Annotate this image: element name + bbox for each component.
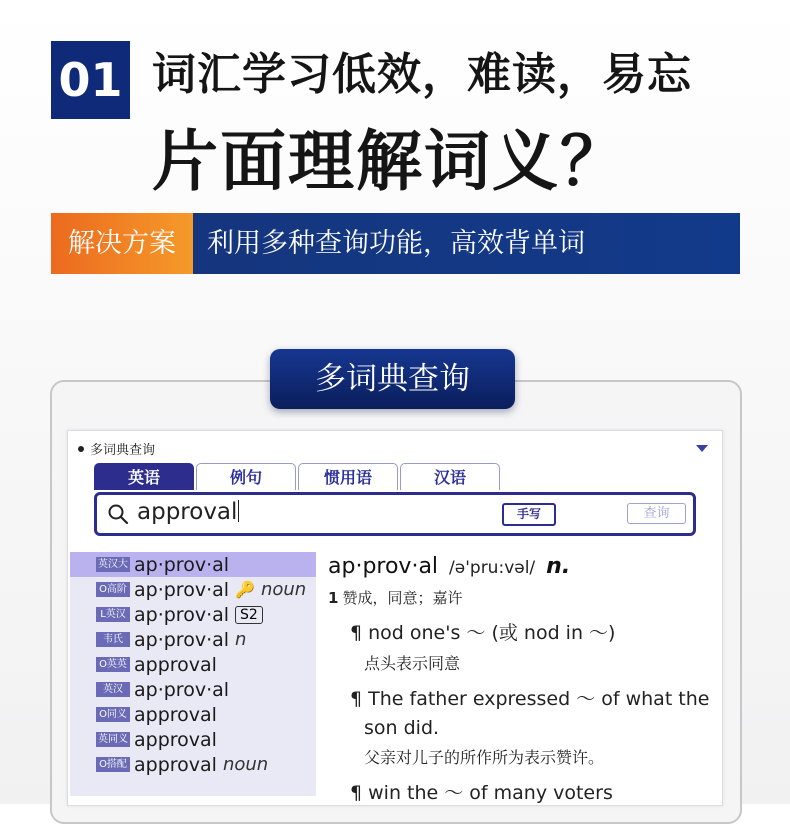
result-word: approval	[134, 753, 217, 776]
result-word: ap·prov·al	[134, 553, 230, 576]
list-item[interactable]	[70, 602, 316, 627]
key-icon: 🔑	[235, 580, 255, 599]
example-1: ¶ nod one's ～ (或 nod in ～)	[350, 622, 616, 644]
dictionary-app-window	[67, 430, 723, 806]
dictionary-badge: O同义	[96, 707, 130, 722]
bullet-icon	[78, 446, 84, 452]
frequency-badge: S2	[235, 606, 263, 624]
example-2-continued: son did.	[364, 717, 440, 739]
solution-banner	[51, 213, 740, 274]
sense-number: 1	[328, 589, 339, 607]
feature-title-pill: 多词典查询	[270, 349, 515, 409]
tab-idioms[interactable]: 惯用语	[298, 463, 398, 490]
result-word: ap·prov·al	[134, 628, 230, 651]
list-item[interactable]	[70, 627, 316, 652]
tab-examples[interactable]: 例句	[196, 463, 296, 490]
result-word: ap·prov·al	[134, 578, 230, 601]
dictionary-tabs	[94, 463, 502, 490]
dictionary-badge: O高阶	[96, 582, 130, 597]
part-of-speech: n.	[546, 554, 571, 579]
list-item[interactable]	[70, 677, 316, 702]
sense-line	[328, 587, 718, 608]
result-word: approval	[134, 653, 217, 676]
dictionary-badge: 韦氏	[96, 632, 130, 647]
handwrite-button[interactable]: 手写	[502, 503, 556, 526]
example-2: ¶ The father expressed ～ of what the	[350, 688, 710, 710]
result-pos: noun	[260, 579, 307, 600]
dictionary-badge: O搭配	[96, 757, 130, 772]
text-cursor	[238, 500, 239, 522]
search-box[interactable]	[94, 492, 696, 536]
pronunciation: /ə'pru:vəl/	[449, 558, 536, 578]
result-pos: n	[235, 629, 247, 650]
list-item[interactable]	[70, 727, 316, 752]
result-pos: noun	[222, 754, 269, 775]
example-1-translation: 点头表示同意	[364, 654, 461, 673]
dictionary-badge: L英汉	[96, 607, 130, 622]
list-item[interactable]	[70, 752, 316, 777]
list-item[interactable]	[70, 552, 316, 577]
section-number: 01	[51, 41, 130, 119]
result-list	[70, 552, 316, 796]
result-word: approval	[134, 728, 217, 751]
dictionary-badge: 英汉大	[98, 559, 128, 570]
example-2-translation: 父亲对儿子的所作所为表示赞许。	[364, 748, 605, 767]
search-input[interactable]	[137, 499, 239, 525]
search-icon	[107, 503, 129, 525]
solution-message: 利用多种查询功能，高效背单词	[193, 213, 740, 274]
solution-tag: 解决方案	[51, 213, 193, 274]
result-word: approval	[134, 703, 217, 726]
result-word: ap·prov·al	[134, 678, 230, 701]
headword-line	[328, 554, 718, 579]
tab-english[interactable]: 英语	[94, 463, 194, 490]
example-3: ¶ win the ～ of many voters	[350, 782, 613, 804]
definition-pane	[328, 552, 718, 805]
dictionary-badge: O英英	[96, 657, 130, 672]
headline-line-2: 片面理解词义？	[152, 123, 628, 200]
dictionary-badge: 英汉	[96, 682, 130, 697]
tab-chinese[interactable]: 汉语	[400, 463, 500, 490]
search-input-text: approval	[137, 499, 238, 525]
query-button[interactable]: 查询	[627, 503, 686, 524]
headline-line-1: 词汇学习低效，难读，易忘	[152, 49, 692, 100]
list-item[interactable]	[70, 702, 316, 727]
list-item[interactable]	[70, 652, 316, 677]
headword: ap·prov·al	[328, 554, 439, 579]
dictionary-badge: 英同义	[98, 734, 128, 745]
result-word: ap·prov·al	[134, 603, 230, 626]
sense-text: 赞成，同意；嘉许	[342, 589, 463, 607]
app-title-text: 多词典查询	[90, 443, 156, 458]
list-item[interactable]	[70, 577, 316, 602]
dropdown-caret-icon[interactable]	[696, 445, 708, 452]
app-title	[78, 439, 155, 458]
